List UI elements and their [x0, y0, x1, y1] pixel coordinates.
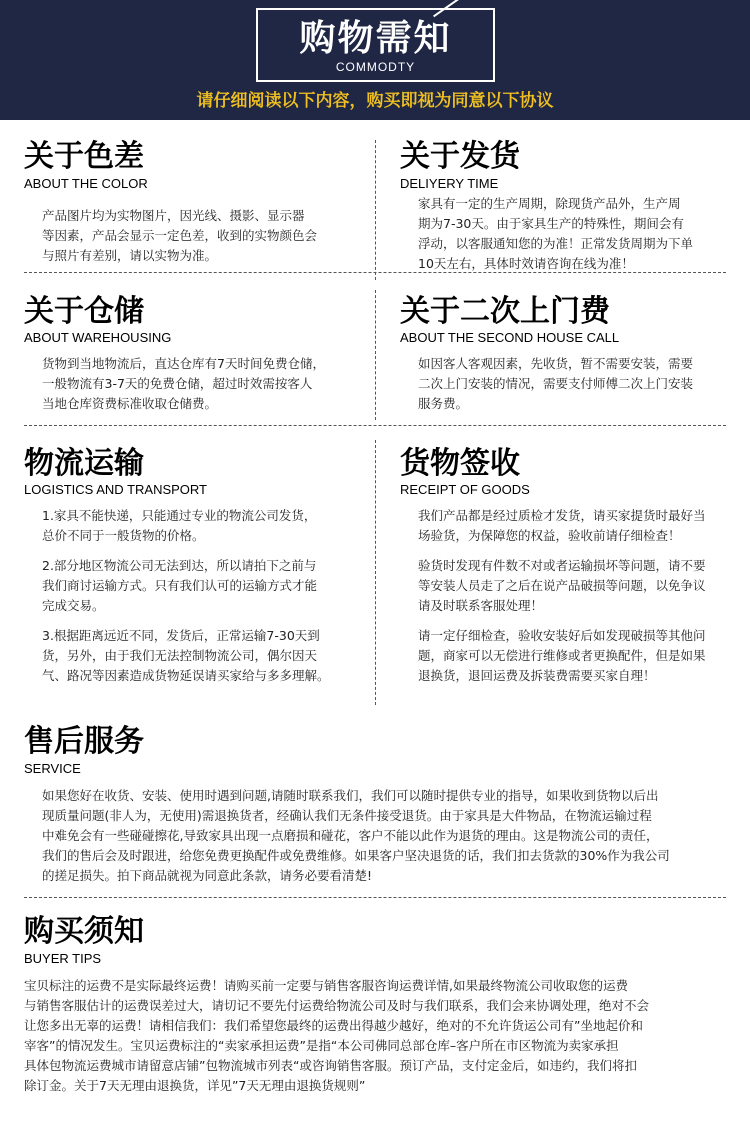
section-title-second-visit: 关于二次上门费 — [400, 294, 610, 329]
text-line: 中难免会有一些碰碰擦花,导致家具出现一点磨损和碰花，客户不能以此作为退货的理由。这是物流公司的责任， — [42, 828, 659, 843]
text-line: 的搓足损失。拍下商品就视为同意此条款，请务必要看清楚! — [42, 868, 373, 883]
section-body-receipt-1 — [418, 506, 706, 546]
section-body-service — [42, 786, 670, 886]
text-line: 如因客人客观因素，先收货，暂不需要安装，需要 — [418, 356, 694, 371]
section-divider — [24, 897, 726, 898]
section-body-delivery — [418, 194, 693, 274]
text-line: 完成交易。 — [42, 598, 105, 613]
section-body-receipt-2 — [418, 556, 706, 616]
section-divider — [24, 272, 726, 273]
section-title-receipt: 货物签收 — [400, 446, 520, 481]
section-subtitle-service: SERVICE — [24, 761, 81, 776]
section-subtitle-receipt: RECEIPT OF GOODS — [400, 482, 530, 497]
text-line: 服务费。 — [418, 396, 469, 411]
section-subtitle-second-visit: ABOUT THE SECOND HOUSE CALL — [400, 330, 620, 345]
text-line: 现质量问题(非人为，无使用)需退换货者，经确认我们无条件接受退货。由于家具是大件物品，在物流运输过程 — [42, 808, 652, 823]
text-line: 家具有一定的生产周期，除现货产品外，生产周 — [418, 196, 681, 211]
column-divider — [375, 290, 376, 420]
section-title-service: 售后服务 — [24, 724, 144, 759]
column-divider — [375, 440, 376, 705]
section-title-delivery: 关于发货 — [400, 139, 520, 174]
section-divider — [24, 425, 726, 426]
section-title-warehouse: 关于仓储 — [24, 294, 144, 329]
text-line: 当地仓库资费标准收取仓储费。 — [42, 396, 218, 411]
text-line: 退换货，退回运费及拆装费需要买家自理！ — [418, 668, 656, 683]
text-line: 期为7-30天。由于家具生产的特殊性，期间会有 — [418, 216, 684, 231]
section-body-warehouse — [42, 354, 325, 414]
text-line: 我们商讨运输方式。只有我们认可的运输方式才能 — [42, 578, 318, 593]
text-line: 3.根据距离远近不同，发货后，正常运输7-30天到 — [42, 628, 320, 643]
text-line: 具体包物流运费城市请留意店铺”包物流城市列表“或咨询销售客服。预订产品，支付定金后，如违约，我们将扣 — [24, 1058, 637, 1073]
text-line: 产品图片均为实物图片，因光线、摄影、显示器 — [42, 208, 305, 223]
text-line: 1.家具不能快递，只能通过专业的物流公司发货， — [42, 508, 317, 523]
text-line: 宰客”的情况发生。宝贝运费标注的“卖家承担运费”是指“本公司佛同总部仓库–客户所在市区物流为卖家承担 — [24, 1038, 619, 1053]
section-body-logistics-2 — [42, 556, 317, 616]
text-line: 场验货，为保障您的权益，验收前请仔细检查！ — [418, 528, 681, 543]
section-subtitle-tips: BUYER TIPS — [24, 951, 102, 966]
section-subtitle-delivery: DELIYERY TIME — [400, 176, 499, 191]
text-line: 货，另外，由于我们无法控制物流公司，偶尔因天 — [42, 648, 318, 663]
text-line: 2.部分地区物流公司无法到达，所以请拍下之前与 — [42, 558, 317, 573]
text-line: 等因素，产品会显示一定色差，收到的实物颜色会 — [42, 228, 318, 243]
text-line: 总价不同于一般货物的价格。 — [42, 528, 205, 543]
section-body-second-visit — [418, 354, 693, 414]
text-line: 10天左右，具体时效请咨询在线为准！ — [418, 256, 634, 271]
section-title-color: 关于色差 — [24, 139, 144, 174]
text-line: 货物到当地物流后，直达仓库有7天时间免费仓储， — [42, 356, 325, 371]
section-body-color — [42, 206, 317, 266]
section-body-receipt-3 — [418, 626, 706, 686]
column-divider — [375, 140, 376, 280]
text-line: 气、路况等因素造成货物延误请买家给与多多理解。 — [42, 668, 330, 683]
text-line: 宝贝标注的运费不是实际最终运费！请购买前一定要与销售客服咨询运费详情,如果最终物流公司收取您的运费 — [24, 978, 628, 993]
text-line: 与照片有差别，请以实物为准。 — [42, 248, 218, 263]
text-line: 二次上门安装的情况，需要支付师傅二次上门安装 — [418, 376, 694, 391]
section-body-tips — [24, 976, 649, 1096]
page-subtitle: 请仔细阅读以下内容，购买即视为同意以下协议 — [196, 91, 554, 111]
text-line: 等安装人员走了之后在说产品破损等问题，以免争议 — [418, 578, 706, 593]
section-title-logistics: 物流运输 — [24, 446, 144, 481]
page-title: 购物需知 — [299, 17, 452, 59]
page-title-en: COMMODTY — [335, 60, 416, 74]
text-line: 题，商家可以无偿进行维修或者更换配件，但是如果 — [418, 648, 706, 663]
section-title-tips: 购买须知 — [24, 914, 144, 949]
text-line: 如果您好在收货、安装、使用时遇到问题,请随时联系我们，我们可以随时提供专业的指导，如果收到货物以后出 — [42, 788, 659, 803]
text-line: 请及时联系客服处理！ — [418, 598, 544, 613]
section-subtitle-warehouse: ABOUT WAREHOUSING — [24, 330, 172, 345]
text-line: 我们产品都是经过质检才发货，请买家提货时最好当 — [418, 508, 706, 523]
text-line: 浮动，以客服通知您的为准！正常发货周期为下单 — [418, 236, 694, 251]
section-body-logistics-1 — [42, 506, 316, 546]
text-line: 我们的售后会及时跟进，给您免费更换配件或免费维修。如果客户坚决退货的话，我们扣去货款的30%作为我公司 — [42, 848, 670, 863]
header-banner — [0, 0, 750, 120]
text-line: 让您多出无辜的运费！请相信我们：我们希望您最终的运费出得越少越好，绝对的不允许货运公司有”坐地起价和 — [24, 1018, 643, 1033]
title-box — [256, 8, 495, 82]
section-body-logistics-3 — [42, 626, 330, 686]
text-line: 请一定仔细检查，验收安装好后如发现破损等其他问 — [418, 628, 706, 643]
text-line: 除订金。关于7天无理由退换货，详见”7天无理由退换货规则” — [24, 1078, 366, 1093]
section-subtitle-logistics: LOGISTICS AND TRANSPORT — [24, 482, 208, 497]
text-line: 一般物流有3-7天的免费仓储，超过时效需按客人 — [42, 376, 313, 391]
text-line: 验货时发现有件数不对或者运输损坏等问题，请不要 — [418, 558, 706, 573]
text-line: 与销售客服估计的运费误差过大，请切记不要先付运费给物流公司及时与我们联系，我们会来协调处理，绝对不会 — [24, 998, 650, 1013]
section-subtitle-color: ABOUT THE COLOR — [24, 176, 148, 191]
